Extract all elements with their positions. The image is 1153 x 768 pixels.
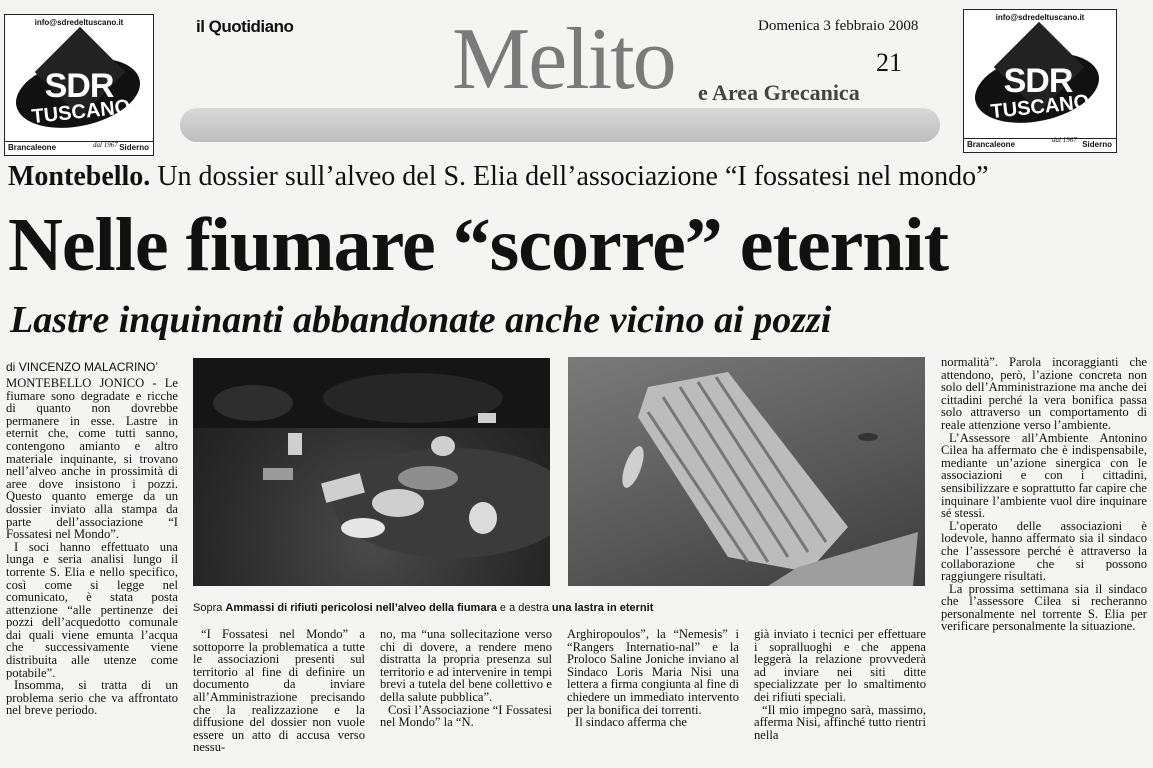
article-column-4 [567, 628, 739, 768]
ad-city-left: Brancaleone [967, 140, 1016, 149]
article-column-2 [193, 628, 365, 768]
issue-date: Domenica 3 febbraio 2008 [758, 18, 919, 34]
paragraph: “Il mio impegno sarà, massimo, afferma Nisi, affinché tutto rientri nella [754, 702, 926, 742]
section-title: Melito [452, 11, 675, 108]
ad-brand-top: SDR [44, 67, 114, 105]
caption-text: una lastra in eternit [551, 602, 654, 614]
kicker-text: Un dossier sull’alveo del S. Elia dell’associazione “I fossatesi nel mondo” [157, 161, 989, 192]
ad-brand-bottom: TUSCANO [30, 95, 132, 129]
ad-email: info@sdredeltuscano.it [995, 13, 1085, 22]
ad-since: dal 1967 [93, 141, 118, 149]
advertisement-left[interactable] [4, 14, 154, 156]
ad-city-right: Siderno [1082, 140, 1112, 149]
paragraph: L’Assessore all’Ambiente Antonino Cilea ha affermato che è indispensabile, mediante un’azione sinergica con le associazioni e con i cittadini, sensibilizzare e soprattutto far capire che inquinare l’ambiente vuol dire inquinare sé stessi. [941, 430, 1147, 521]
section-subtitle: e Area Grecanica [698, 80, 860, 105]
article-column-6 [941, 356, 1147, 768]
ad-city-right: Siderno [119, 143, 149, 152]
byline-author: VINCENZO MALACRINO’ [18, 360, 159, 374]
photo-eternit-slab [568, 357, 925, 586]
paragraph: no, ma “una sollecitazione verso chi di dovere, a rendere meno distratta la propria presenza sul territorio e ad intervenire in tempi brevi a tutela del bene collettivo e della salute pubblica”. [380, 628, 552, 704]
publication-name: il Quotidiano [196, 17, 294, 36]
paragraph: Arghiropoulos”, la “Nemesis” i “Rangers Internatio-nal” e la Proloco Saline Joniche inviano al Sindaco Loris Maria Nisi una lettera a firma congiunta al fine di chiedere un immediato intervento per la bonifica dei torrenti. [567, 628, 739, 717]
headline: Nelle fiumare “scorre” eternit [8, 203, 949, 287]
paragraph: Il sindaco afferma che [575, 715, 688, 730]
ad-since: dal 1967 [1052, 136, 1077, 144]
article-column-3 [380, 628, 552, 768]
ad-city-left: Brancaleone [8, 143, 57, 152]
kicker [8, 160, 989, 194]
ad-brand-bottom: TUSCANO [989, 90, 1091, 124]
paragraph: “I Fossatesi nel Mondo” a sottoporre la problematica a tutte le associazioni presenti sul territorio al fine di definire un documento da inviare all’Amministrazione precisando che la realizzazione e la diffusione del dossier non vuole essere un atto di accusa verso nessu- [193, 628, 365, 755]
waste-heap-drawing [193, 358, 550, 586]
eternit-slab-drawing [568, 357, 925, 586]
caption-text: a destra [509, 602, 552, 614]
paragraph: Insomma, si tratta di un problema serio che va affrontato nel breve periodo. [6, 678, 178, 718]
ad-footer [964, 138, 1116, 152]
byline-prefix: di [6, 360, 16, 374]
byline [6, 360, 158, 374]
paragraph: MONTEBELLO JONICO - Le fiumare sono degradate e ricche di quanto non dovrebbe permanere in esse. Lastre in eternit che, come tutti sanno, contengono amianto e altro materiale inquinante, si trovano nell’alveo anche in prossimità di aree dove insistono i pozzi. Questo quanto emerge da un dossier inviato alla stampa da parte dell’associazione “I Fossatesi nel Mondo”. [6, 377, 178, 542]
paragraph: I soci hanno effettuato una lunga e seria analisi lungo il torrente S. Elia e nello specifico, così come si legge nel comunicato, è stata posta attenzione “alle pertinenze dei pozzi dell’acquedotto comunale dai quali viene emunta l’acqua che successivamente viene distribuita alle utenze come potabile”. [6, 539, 178, 680]
ad-footer [5, 141, 153, 155]
paragraph: L’operato delle associazioni è lodevole, hanno affermato sia il sindaco che l’assessore perché è attraverso la collaborazione che si possono raggiungere risultati. [941, 518, 1147, 584]
ad-brand-top: SDR [1003, 62, 1073, 100]
paragraph: già inviato i tecnici per effettuare i sopralluoghi e che appena leggerà la relazione provvederà ad inviare nei siti ditte specializzate per lo smaltimento dei rifiuti speciali. [754, 628, 926, 704]
caption-text: Ammassi di rifiuti pericolosi nell’alveo della fiumara [225, 602, 497, 614]
subheadline: Lastre inquinanti abbandonate anche vicino ai pozzi [10, 299, 832, 341]
caption-text: Sopra [193, 602, 226, 614]
paragraph: Così l’Associazione “I Fossatesi nel Mondo” la “N. [380, 702, 552, 730]
advertisement-right[interactable] [963, 9, 1117, 153]
caption-text: e [496, 602, 510, 614]
page-number: 21 [876, 48, 902, 77]
masthead-rule [180, 108, 940, 142]
paragraph: La prossima settimana sia il sindaco che l’assessore Cilea si recheranno personalmente nel torrente S. Elia per verificare personalmente la situazione. [941, 581, 1147, 634]
photo-waste-heap [193, 358, 550, 586]
article-column-5 [754, 628, 926, 768]
paragraph: normalità”. Parola incoraggianti che attendono, però, l’azione concreta non solo dell’Amministrazione ma anche dei cittadini perché la vera bonifica passa solo attraverso un comportamento di reale attenzione verso l’ambiente. [941, 356, 1147, 432]
kicker-place: Montebello. [8, 161, 151, 192]
photo-caption [193, 602, 653, 614]
ad-email: info@sdredeltuscano.it [34, 18, 124, 27]
article-column-1 [6, 377, 178, 768]
